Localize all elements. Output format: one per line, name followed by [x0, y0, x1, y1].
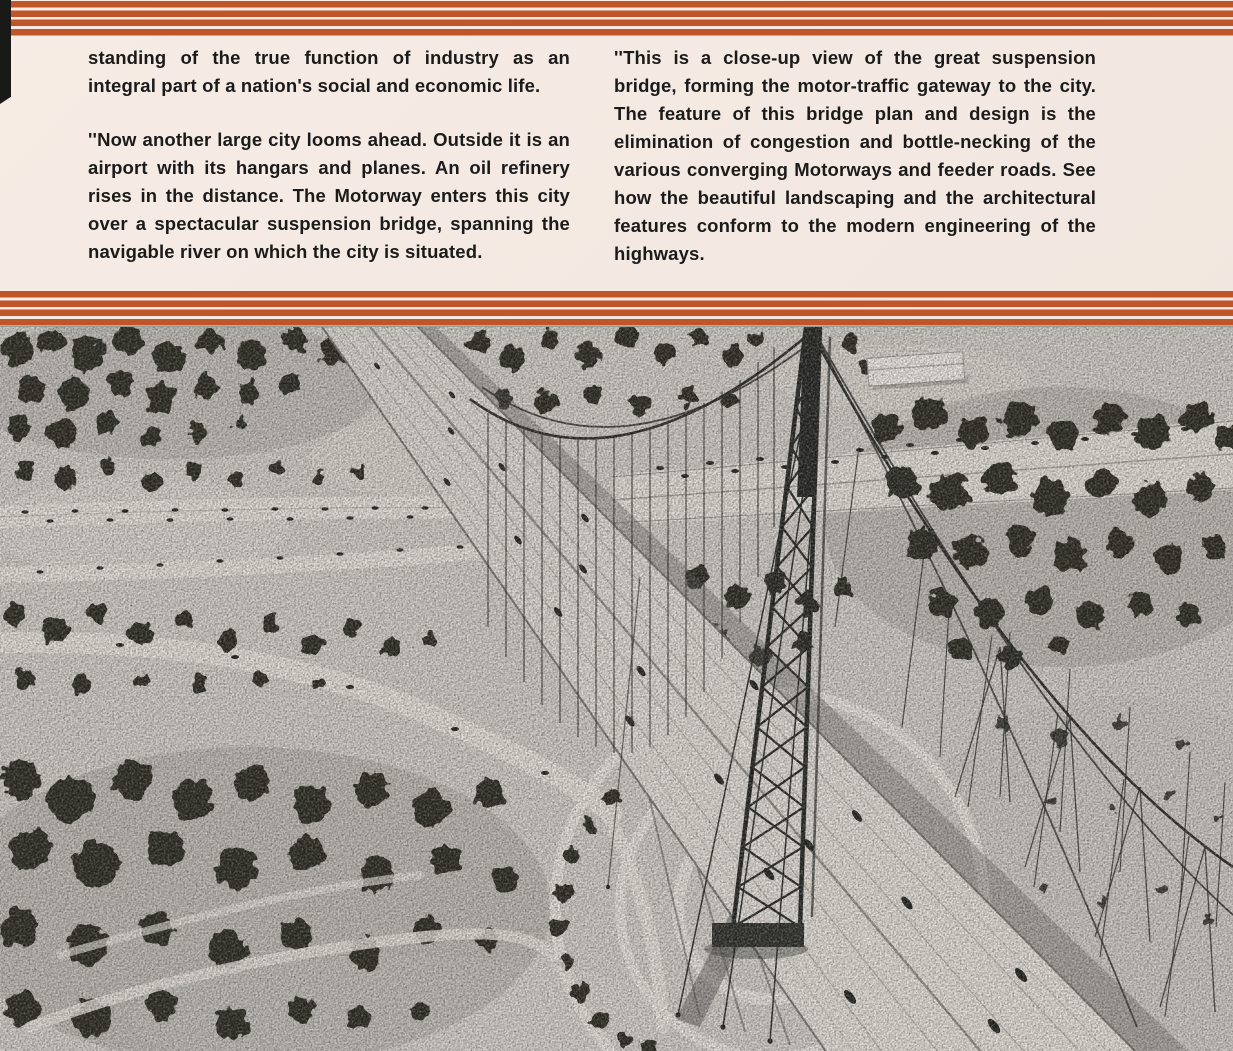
paragraph: ''Now another large city looms ahead. Outside it is an airport with its hangars and planes. An oil refinery rises in the distance. The Motorway enters this city over a spectacular suspension bridge, spanning the navigable river on which the city is situated.: [88, 129, 570, 262]
bridge-aerial-photo: [0, 326, 1233, 1051]
paragraph: ''This is a close-up view of the great suspension bridge, forming the motor-traffic gateway to the city. The feature of this bridge plan and design is the elimination of congestion and bottle-necking of the various converging Motorways and feeder roads. See how the beautiful landscaping and the architectural features conform to the modern engineering of the highways.: [614, 47, 1096, 264]
photo-grain-overlay: [0, 327, 1233, 1051]
paragraph: standing of the true function of industry as an integral part of a nation's social and economic life.: [88, 47, 570, 96]
top-stripe-border: [0, 1, 1233, 36]
bridge-photo-illustration: [0, 327, 1233, 1051]
page-edge-shadow: [0, 0, 11, 104]
right-column: [614, 44, 1096, 294]
text-section: [88, 44, 1096, 294]
left-column: [88, 44, 570, 294]
bottom-stripe-border: [0, 291, 1233, 326]
